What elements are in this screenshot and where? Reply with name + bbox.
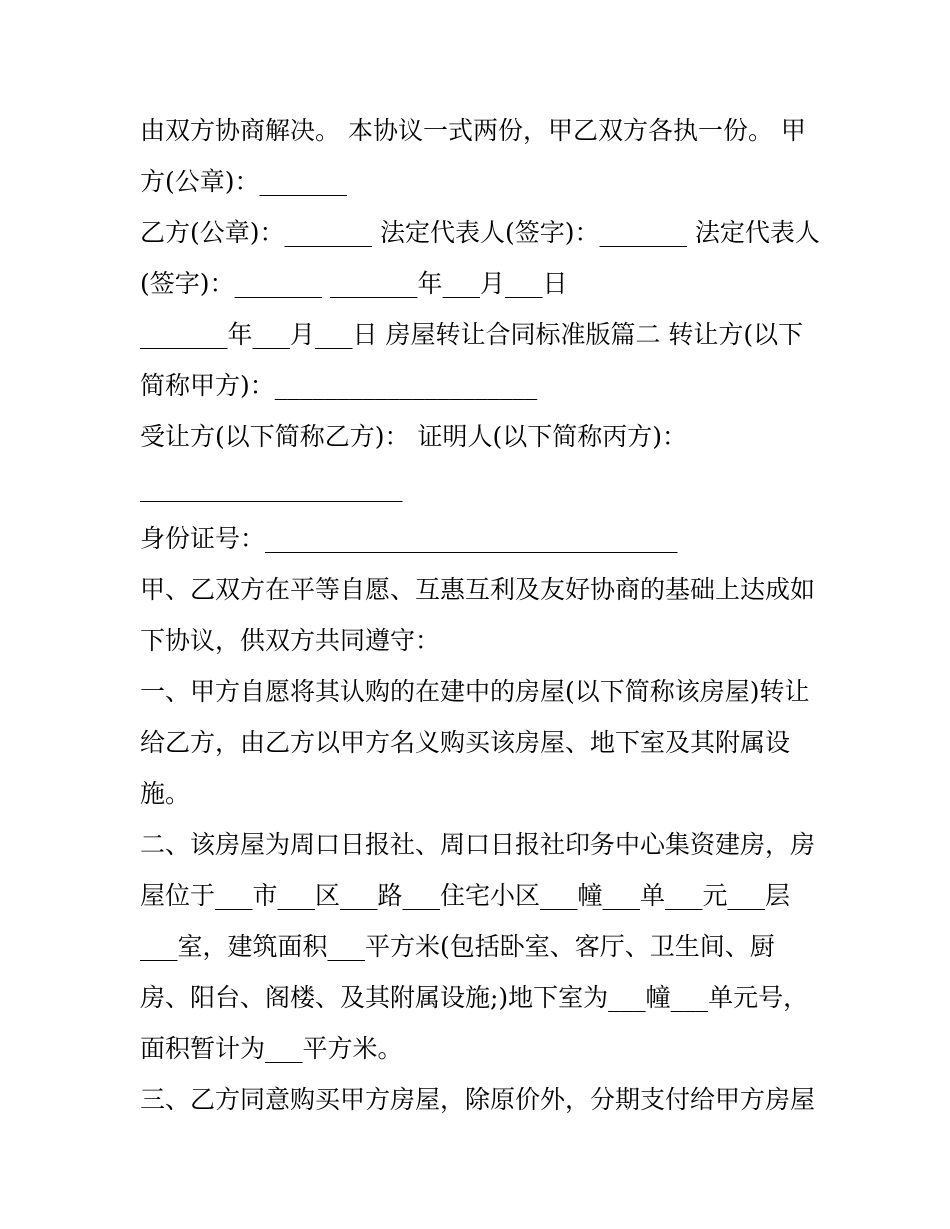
text-line xyxy=(140,1023,820,1074)
text-line xyxy=(140,921,820,972)
line-text: 受让方(以下简称乙方)： 证明人(以下简称丙方)： xyxy=(140,422,687,451)
text-line xyxy=(140,258,820,309)
text-line xyxy=(140,768,820,819)
text-line xyxy=(140,105,820,156)
line-text: 面积暂计为___平方米。 xyxy=(140,1034,403,1063)
text-line xyxy=(140,462,820,513)
line-text: 屋位于___市___区___路___住宅小区___幢___单___元___层 xyxy=(140,881,791,910)
text-line xyxy=(140,972,820,1023)
text-line xyxy=(140,207,820,258)
text-line xyxy=(140,666,820,717)
text-line xyxy=(140,156,820,207)
line-text: ___室，建筑面积___平方米(包括卧室、客厅、卫生间、厨 xyxy=(140,932,775,961)
text-line xyxy=(140,411,820,462)
line-text: 由双方协商解决。 本协议一式两份，甲乙双方各执一份。 甲 xyxy=(140,116,806,145)
text-line xyxy=(140,819,820,870)
line-text: _______年___月___日 房屋转让合同标准版篇二 转让方(以下 xyxy=(140,320,804,349)
line-text: 身份证号：_________________________________ xyxy=(140,524,678,553)
line-text: _____________________ xyxy=(140,473,403,502)
line-text: 二、该房屋为周口日报社、周口日报社印务中心集资建房，房 xyxy=(140,830,816,859)
text-line xyxy=(140,1074,820,1125)
line-text: 方(公章)：_______ xyxy=(140,167,348,196)
text-line xyxy=(140,360,820,411)
text-line xyxy=(140,564,820,615)
text-line xyxy=(140,717,820,768)
line-text: 乙方(公章)：_______ 法定代表人(签字)：_______ 法定代表人 xyxy=(140,218,820,247)
text-line xyxy=(140,615,820,666)
line-text: 三、乙方同意购买甲方房屋，除原价外，分期支付给甲方房屋 xyxy=(140,1085,816,1114)
line-text: 施。 xyxy=(140,779,191,808)
line-text: 给乙方，由乙方以甲方名义购买该房屋、地下室及其附属设 xyxy=(140,728,791,757)
line-text: 一、甲方自愿将其认购的在建中的房屋(以下简称该房屋)转让 xyxy=(140,677,810,706)
text-line xyxy=(140,870,820,921)
text-line xyxy=(140,513,820,564)
line-text: 甲、乙双方在平等自愿、互惠互利及友好协商的基础上达成如 xyxy=(140,575,816,604)
text-line xyxy=(140,309,820,360)
document-body xyxy=(140,105,820,1125)
line-text: 房、阳台、阁楼、及其附属设施;)地下室为___幢___单元号， xyxy=(140,983,809,1012)
line-text: (签字)：_______ _______年___月___日 xyxy=(140,269,568,298)
line-text: 简称甲方)：_____________________ xyxy=(140,371,538,400)
line-text: 下协议，供双方共同遵守： xyxy=(140,626,441,655)
